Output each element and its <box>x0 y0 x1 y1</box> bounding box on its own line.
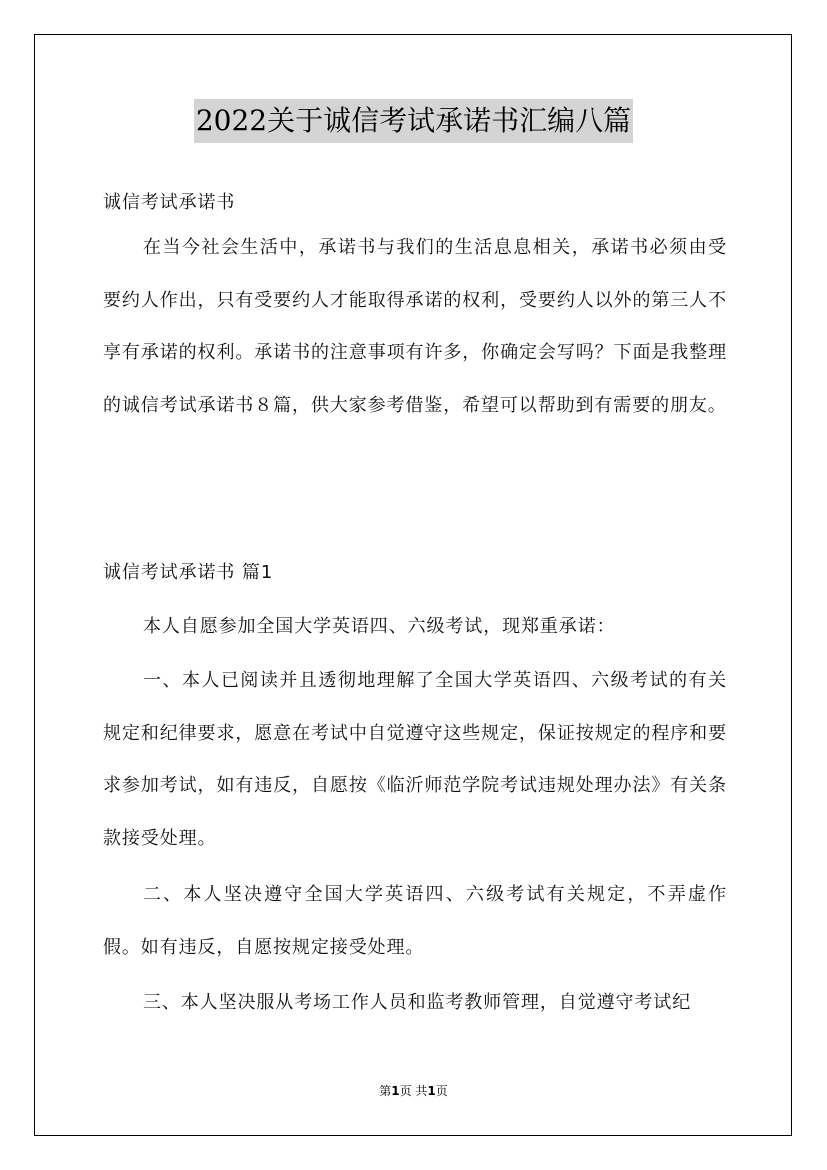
intro-paragraph: 在当今社会生活中，承诺书与我们的生活息息相关，承诺书必须由受要约人作出，只有受要约人才能取得承诺的权利，受要约人以外的第三人不享有承诺的权利。承诺书的注意事项有许多，你确定会写吗？下面是我整理的诚信考试承诺书８篇，供大家参考借鉴，希望可以帮助到有需要的朋友。 <box>103 237 727 416</box>
page-footer <box>0 1082 827 1099</box>
part1-heading: 诚信考试承诺书 篇1 <box>103 562 274 583</box>
footer-page-number: 1 <box>391 1084 400 1098</box>
paragraph-1: 本人自愿参加全国大学英语四、六级考试，现郑重承诺： <box>143 616 616 637</box>
title-container <box>0 99 827 143</box>
footer-suffix: 页 <box>435 1084 448 1098</box>
paragraph-4: 三、本人坚决服从考场工作人员和监考教师管理，自觉遵守考试纪 <box>143 992 692 1013</box>
paragraph-2: 一、本人已阅读并且透彻地理解了全国大学英语四、六级考试的有关规定和纪律要求，愿意在考试中自觉遵守这些规定，保证按规定的程序和要求参加考试，如有违反，自愿按《临沂师范学院考试违规处理办法》有关条款接受处理。 <box>103 670 727 849</box>
paragraph-3: 二、本人坚决遵守全国大学英语四、六级考试有关规定，不弄虚作假。如有违反，自愿按规定接受处理。 <box>103 884 727 958</box>
section-heading: 诚信考试承诺书 <box>103 192 236 213</box>
footer-mid: 页 共 <box>399 1084 428 1098</box>
footer-page-total: 1 <box>427 1084 436 1098</box>
document-title: 2022关于诚信考试承诺书汇编八篇 <box>194 99 633 143</box>
footer-prefix: 第 <box>379 1084 392 1098</box>
